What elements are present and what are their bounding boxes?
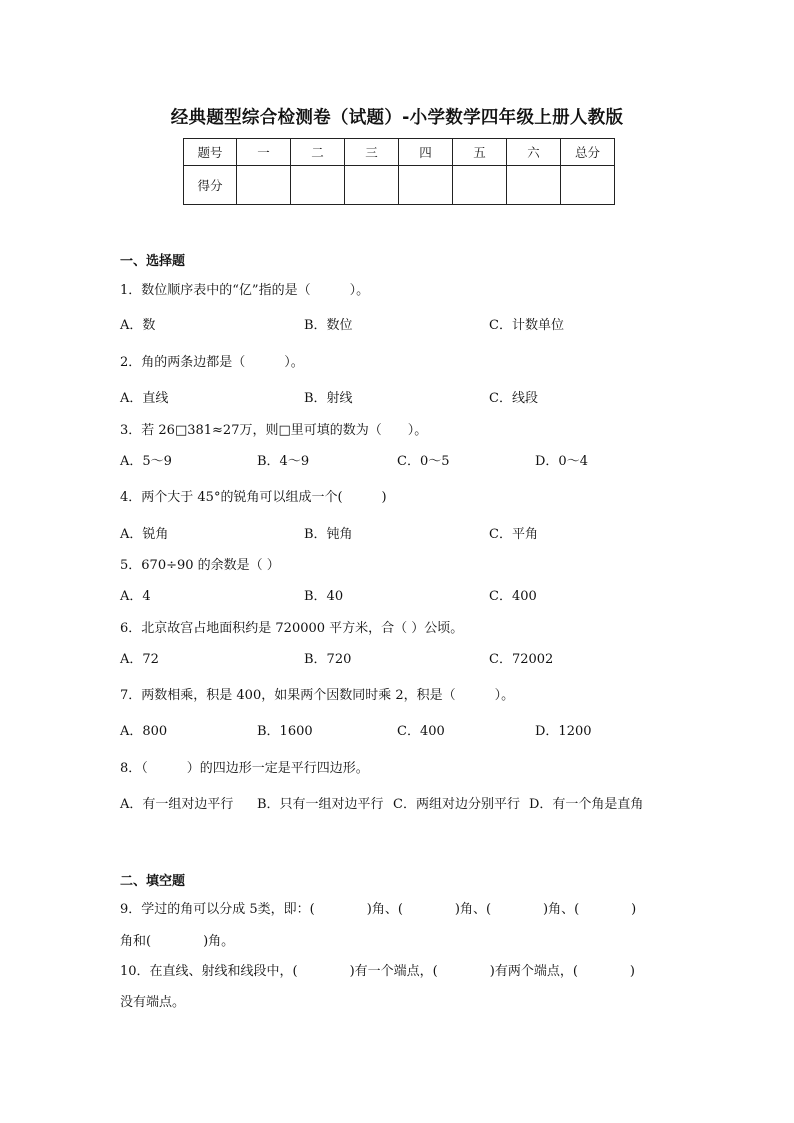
page-title: 经典题型综合检测卷（试题）-小学数学四年级上册人教版 [170,108,624,128]
question-stem: 6．北京故宫占地面积约是 720000 平方米，合（ ）公顷。 [120,621,464,636]
question-stem: 3．若 26□381≈27万，则□里可填的数为（ ）。 [120,423,428,438]
score-cell[interactable] [237,166,291,205]
option: A．有一组对边平行 [120,797,234,812]
option: A．锐角 [120,527,169,542]
header-cell: 总分 [561,139,615,166]
option: B．钝角 [304,527,353,542]
option: B．720 [304,652,352,667]
option: C．0～5 [397,454,450,469]
option: A．数 [120,318,156,333]
option: C．平角 [489,527,538,542]
question-stem: 7．两数相乘，积是 400，如果两个因数同时乘 2，积是（ ）。 [120,688,515,703]
option: B．40 [304,589,344,604]
option: C．线段 [489,391,538,406]
header-cell: 四 [399,139,453,166]
header-cell: 六 [507,139,561,166]
question-line: 没有端点。 [120,995,186,1010]
question-stem: 4．两个大于 45°的锐角可以组成一个( ) [120,490,387,505]
score-cell[interactable] [507,166,561,205]
score-cell[interactable] [453,166,507,205]
score-cell[interactable] [561,166,615,205]
question-stem: 1．数位顺序表中的“亿”指的是（ ）。 [120,283,370,298]
row-label: 得分 [184,166,237,205]
option: C．两组对边分别平行 [393,797,520,812]
option: C．72002 [489,652,554,667]
option: C．400 [489,589,537,604]
option: D．有一个角是直角 [529,797,644,812]
option: B．4～9 [257,454,310,469]
question-line: 9．学过的角可以分成 5类，即：( )角、( )角、( )角、( ) [120,902,637,917]
option: D．0～4 [535,454,588,469]
header-cell: 一 [237,139,291,166]
score-cell[interactable] [345,166,399,205]
option: B．射线 [304,391,353,406]
question-line: 角和( )角。 [120,934,235,949]
option: C．计数单位 [489,318,564,333]
question-stem: 2．角的两条边都是（ ）。 [120,355,304,370]
option: B．只有一组对边平行 [257,797,384,812]
option: A．直线 [120,391,169,406]
score-cell[interactable] [399,166,453,205]
question-stem: 8．（ ）的四边形一定是平行四边形。 [120,761,369,776]
header-cell: 五 [453,139,507,166]
option: B．数位 [304,318,353,333]
question-stem: 5．670÷90 的余数是（ ） [120,558,280,573]
score-table [183,138,615,205]
option: D．1200 [535,724,592,739]
header-cell: 三 [345,139,399,166]
section-heading-fill: 二、填空题 [120,874,186,889]
header-cell: 题号 [184,139,237,166]
option: B．1600 [257,724,313,739]
question-line: 10．在直线、射线和线段中，( )有一个端点，( )有两个端点，( ) [120,964,635,979]
section-heading-choice: 一、选择题 [120,254,186,269]
option: A．4 [120,589,151,604]
option: A．5～9 [120,454,172,469]
option: A．800 [120,724,168,739]
option: A．72 [120,652,159,667]
header-cell: 二 [291,139,345,166]
option: C．400 [397,724,445,739]
score-cell[interactable] [291,166,345,205]
